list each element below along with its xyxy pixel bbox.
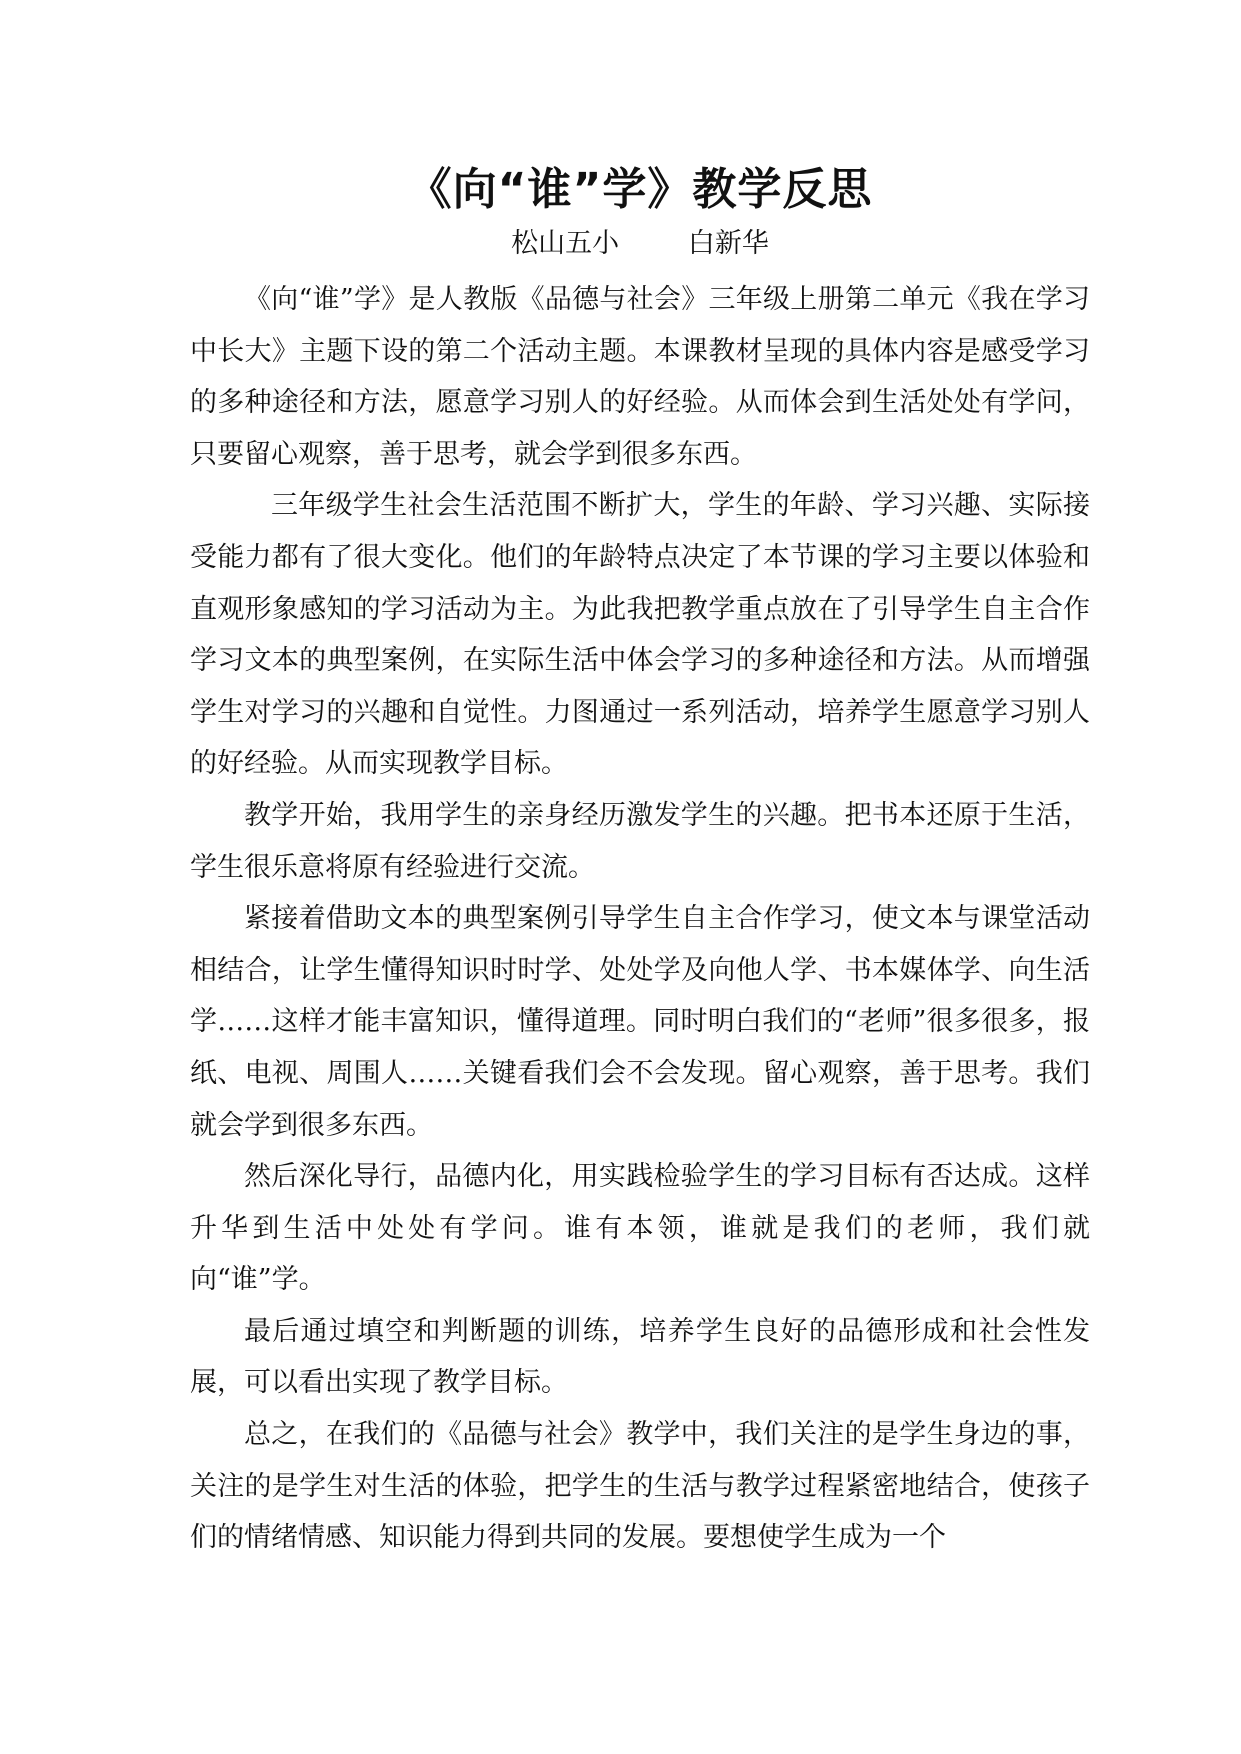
paragraph-3: 教学开始，我用学生的亲身经历激发学生的兴趣。把书本还原于生活，学生很乐意将原有经验进行交流。 [190, 799, 1090, 883]
paragraph-5: 然后深化导行，品德内化，用实践检验学生的学习目标有否达成。这样升华到生活中处处有学问。谁有本领，谁就是我们的老师，我们就向“谁”学。 [190, 1161, 1090, 1296]
paragraph-7: 总之，在我们的《品德与社会》教学中，我们关注的是学生身边的事，关注的是学生对生活的体验，把学生的生活与教学过程紧密地结合，使孩子们的情绪情感、知识能力得到共同的发展。要想使学生成为一个 [190, 1419, 1090, 1554]
document-title: 《向“谁”学》教学反思 [407, 164, 873, 215]
paragraph-2: 三年级学生社会生活范围不断扩大，学生的年龄、学习兴趣、实际接受能力都有了很大变化。他们的年龄特点决定了本节课的学习主要以体验和直观形象感知的学习活动为主。为此我把教学重点放在了引导学生自主合作学习文本的典型案例，在实际生活中体会学习的多种途径和方法。从而增强学生对学习的兴趣和自觉性。力图通过一系列活动，培养学生愿意学习别人的好经验。从而实现教学目标。 [190, 490, 1090, 780]
paragraph-1: 《向“谁”学》是人教版《品德与社会》三年级上册第二单元《我在学习中长大》主题下设的第二个活动主题。本课教材呈现的具体内容是感受学习的多种途径和方法，愿意学习别人的好经验。从而体会到生活处处有学问，只要留心观察，善于思考，就会学到很多东西。 [190, 284, 1090, 470]
paragraph-4: 紧接着借助文本的典型案例引导学生自主合作学习，使文本与课堂活动相结合，让学生懂得知识时时学、处处学及向他人学、书本媒体学、向生活学……这样才能丰富知识，懂得道理。同时明白我们的“老师”很多很多，报纸、电视、周围人……关键看我们会不会发现。留心观察，善于思考。我们就会学到很多东西。 [190, 903, 1090, 1141]
author-byline: 松山五小 白新华 [511, 228, 769, 259]
paragraph-6: 最后通过填空和判断题的训练，培养学生良好的品德形成和社会性发展，可以看出实现了教学目标。 [190, 1315, 1090, 1399]
document-page [190, 160, 1090, 1564]
